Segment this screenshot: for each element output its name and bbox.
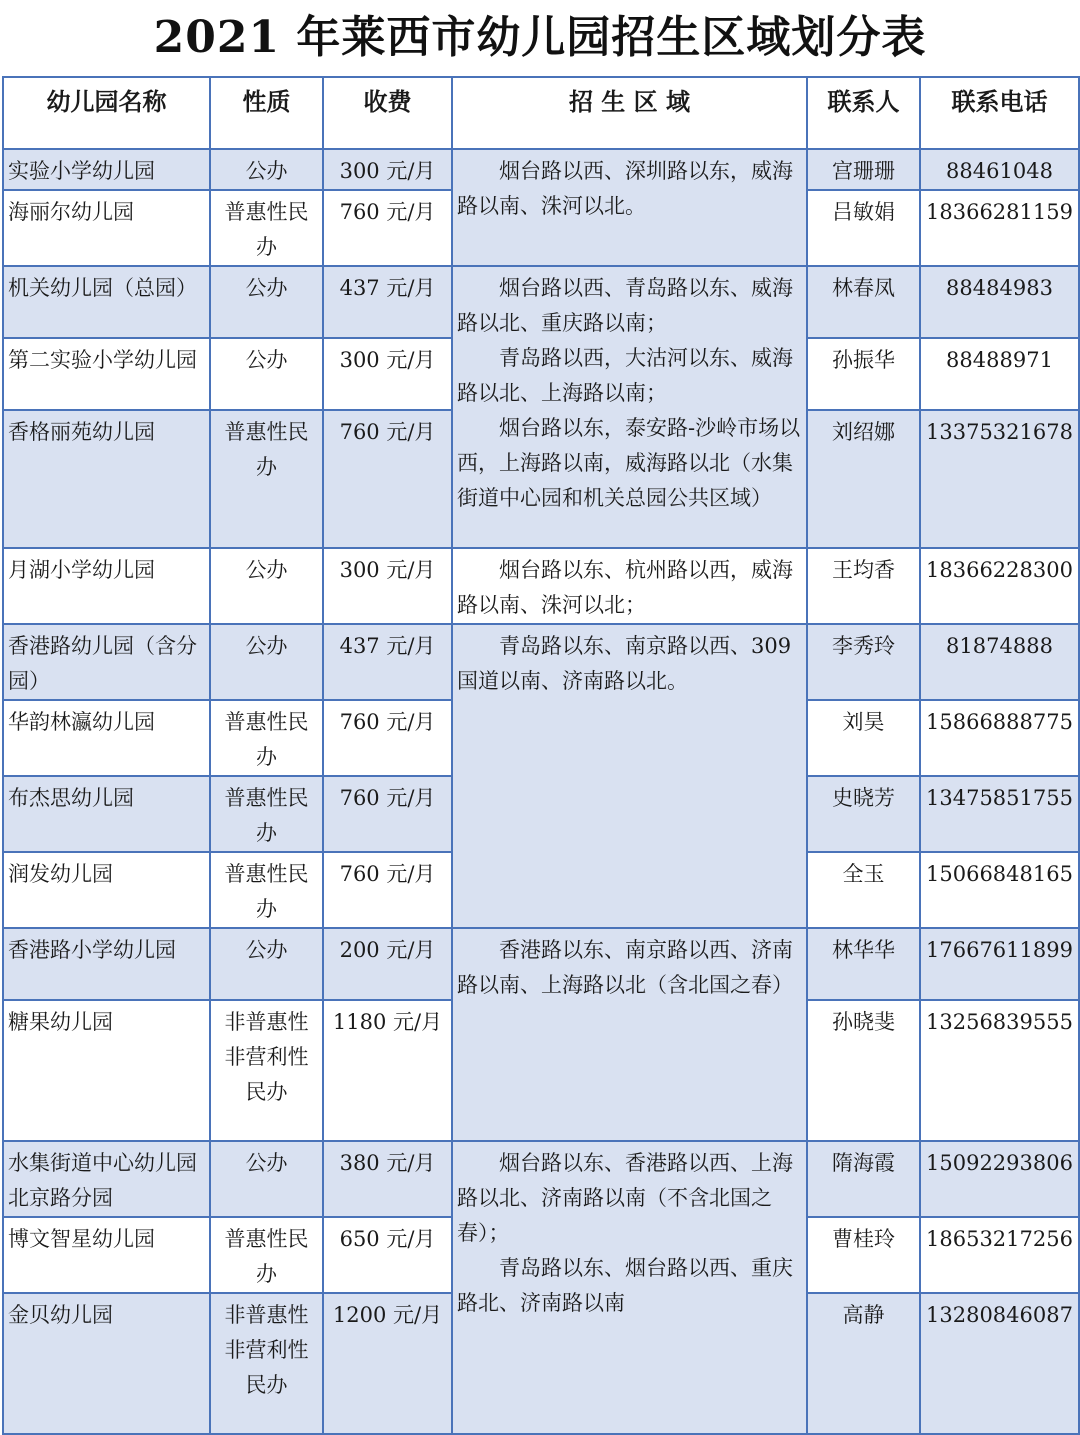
enrollment-zone <box>452 1141 807 1434</box>
kindergarten-type: 普惠性民办 <box>210 700 323 776</box>
enrollment-zone <box>452 624 807 928</box>
contact-person: 孙振华 <box>807 338 920 410</box>
contact-phone: 15866888775 <box>920 700 1079 776</box>
enrollment-zone <box>452 928 807 1141</box>
kindergarten-fee: 760 元/月 <box>323 776 452 852</box>
kindergarten-name: 布杰思幼儿园 <box>3 776 210 852</box>
kindergarten-type: 普惠性民办 <box>210 190 323 266</box>
kindergarten-fee: 650 元/月 <box>323 1217 452 1293</box>
contact-person: 刘绍娜 <box>807 410 920 548</box>
table-row <box>3 928 1079 1000</box>
contact-phone: 18366281159 <box>920 190 1079 266</box>
table-row <box>3 1141 1079 1217</box>
kindergarten-type: 普惠性民办 <box>210 1217 323 1293</box>
kindergarten-name: 香港路小学幼儿园 <box>3 928 210 1000</box>
contact-phone: 13475851755 <box>920 776 1079 852</box>
kindergarten-type: 非普惠性非营利性民办 <box>210 1293 323 1434</box>
kindergarten-type: 普惠性民办 <box>210 776 323 852</box>
contact-phone: 88461048 <box>920 149 1079 190</box>
kindergarten-name: 糖果幼儿园 <box>3 1000 210 1141</box>
kindergarten-name: 金贝幼儿园 <box>3 1293 210 1434</box>
contact-person: 全玉 <box>807 852 920 928</box>
contact-phone: 88488971 <box>920 338 1079 410</box>
zone-text: 烟台路以西、深圳路以东，威海路以南、洙河以北。 <box>457 159 793 218</box>
kindergarten-fee: 300 元/月 <box>323 548 452 624</box>
zone-text: 烟台路以东、杭州路以西，威海路以南、洙河以北； <box>457 558 793 617</box>
contact-phone: 18653217256 <box>920 1217 1079 1293</box>
table-row <box>3 548 1079 624</box>
contact-phone: 17667611899 <box>920 928 1079 1000</box>
kindergarten-fee: 1200 元/月 <box>323 1293 452 1434</box>
zone-text: 青岛路以西，大沽河以东、威海路以北、上海路以南； <box>457 346 793 405</box>
header-contact: 联系人 <box>807 77 920 149</box>
kindergarten-name: 香港路幼儿园（含分园） <box>3 624 210 700</box>
contact-person: 林春凤 <box>807 266 920 338</box>
table-row <box>3 149 1079 190</box>
contact-person: 高静 <box>807 1293 920 1434</box>
contact-person: 史晓芳 <box>807 776 920 852</box>
header-phone: 联系电话 <box>920 77 1079 149</box>
header-type: 性质 <box>210 77 323 149</box>
kindergarten-name: 机关幼儿园（总园） <box>3 266 210 338</box>
contact-person: 曹桂玲 <box>807 1217 920 1293</box>
zone-text: 青岛路以东、烟台路以西、重庆路北、济南路以南 <box>457 1256 793 1315</box>
kindergarten-type: 公办 <box>210 928 323 1000</box>
header-zone: 招 生 区 域 <box>452 77 807 149</box>
table-row <box>3 624 1079 700</box>
contact-phone: 18366228300 <box>920 548 1079 624</box>
kindergarten-type: 公办 <box>210 1141 323 1217</box>
contact-phone: 13280846087 <box>920 1293 1079 1434</box>
contact-phone: 81874888 <box>920 624 1079 700</box>
kindergarten-fee: 1180 元/月 <box>323 1000 452 1141</box>
kindergarten-fee: 200 元/月 <box>323 928 452 1000</box>
page-title: 2021 年莱西市幼儿园招生区域划分表 <box>153 12 927 63</box>
enrollment-zone-table <box>2 76 1080 1435</box>
kindergarten-name: 月湖小学幼儿园 <box>3 548 210 624</box>
kindergarten-name: 第二实验小学幼儿园 <box>3 338 210 410</box>
kindergarten-fee: 437 元/月 <box>323 624 452 700</box>
kindergarten-fee: 380 元/月 <box>323 1141 452 1217</box>
header-row <box>3 77 1079 149</box>
zone-text: 青岛路以东、南京路以西、309 国道以南、济南路以北。 <box>457 634 792 693</box>
kindergarten-type: 非普惠性非营利性民办 <box>210 1000 323 1141</box>
kindergarten-fee: 760 元/月 <box>323 700 452 776</box>
kindergarten-fee: 300 元/月 <box>323 149 452 190</box>
kindergarten-type: 公办 <box>210 149 323 190</box>
kindergarten-name: 香格丽苑幼儿园 <box>3 410 210 548</box>
enrollment-zone <box>452 266 807 548</box>
enrollment-zone <box>452 149 807 266</box>
contact-person: 刘昊 <box>807 700 920 776</box>
kindergarten-name: 实验小学幼儿园 <box>3 149 210 190</box>
enrollment-zone <box>452 548 807 624</box>
kindergarten-name: 博文智星幼儿园 <box>3 1217 210 1293</box>
kindergarten-fee: 760 元/月 <box>323 410 452 548</box>
kindergarten-type: 公办 <box>210 266 323 338</box>
header-fee: 收费 <box>323 77 452 149</box>
zone-text: 香港路以东、南京路以西、济南路以南、上海路以北（含北国之春） <box>457 938 793 997</box>
contact-phone: 15066848165 <box>920 852 1079 928</box>
contact-phone: 88484983 <box>920 266 1079 338</box>
contact-phone: 15092293806 <box>920 1141 1079 1217</box>
zone-text: 烟台路以东、香港路以西、上海路以北、济南路以南（不含北国之春）； <box>457 1151 793 1245</box>
kindergarten-name: 润发幼儿园 <box>3 852 210 928</box>
contact-phone: 13256839555 <box>920 1000 1079 1141</box>
contact-person: 李秀玲 <box>807 624 920 700</box>
contact-person: 林华华 <box>807 928 920 1000</box>
contact-person: 吕敏娟 <box>807 190 920 266</box>
kindergarten-type: 公办 <box>210 548 323 624</box>
kindergarten-type: 公办 <box>210 338 323 410</box>
kindergarten-fee: 437 元/月 <box>323 266 452 338</box>
kindergarten-type: 普惠性民办 <box>210 852 323 928</box>
contact-person: 王均香 <box>807 548 920 624</box>
kindergarten-type: 普惠性民办 <box>210 410 323 548</box>
kindergarten-fee: 300 元/月 <box>323 338 452 410</box>
kindergarten-name: 海丽尔幼儿园 <box>3 190 210 266</box>
zone-text: 烟台路以东，泰安路-沙岭市场以西，上海路以南，威海路以北（水集街道中心园和机关总园公共区域） <box>457 416 801 510</box>
contact-person: 宫珊珊 <box>807 149 920 190</box>
header-name: 幼儿园名称 <box>3 77 210 149</box>
kindergarten-type: 公办 <box>210 624 323 700</box>
contact-person: 隋海霞 <box>807 1141 920 1217</box>
contact-person: 孙晓斐 <box>807 1000 920 1141</box>
kindergarten-fee: 760 元/月 <box>323 190 452 266</box>
zone-text: 烟台路以西、青岛路以东、威海路以北、重庆路以南； <box>457 276 793 335</box>
kindergarten-fee: 760 元/月 <box>323 852 452 928</box>
table-row <box>3 266 1079 338</box>
kindergarten-name: 水集街道中心幼儿园北京路分园 <box>3 1141 210 1217</box>
kindergarten-name: 华韵林瀛幼儿园 <box>3 700 210 776</box>
contact-phone: 13375321678 <box>920 410 1079 548</box>
